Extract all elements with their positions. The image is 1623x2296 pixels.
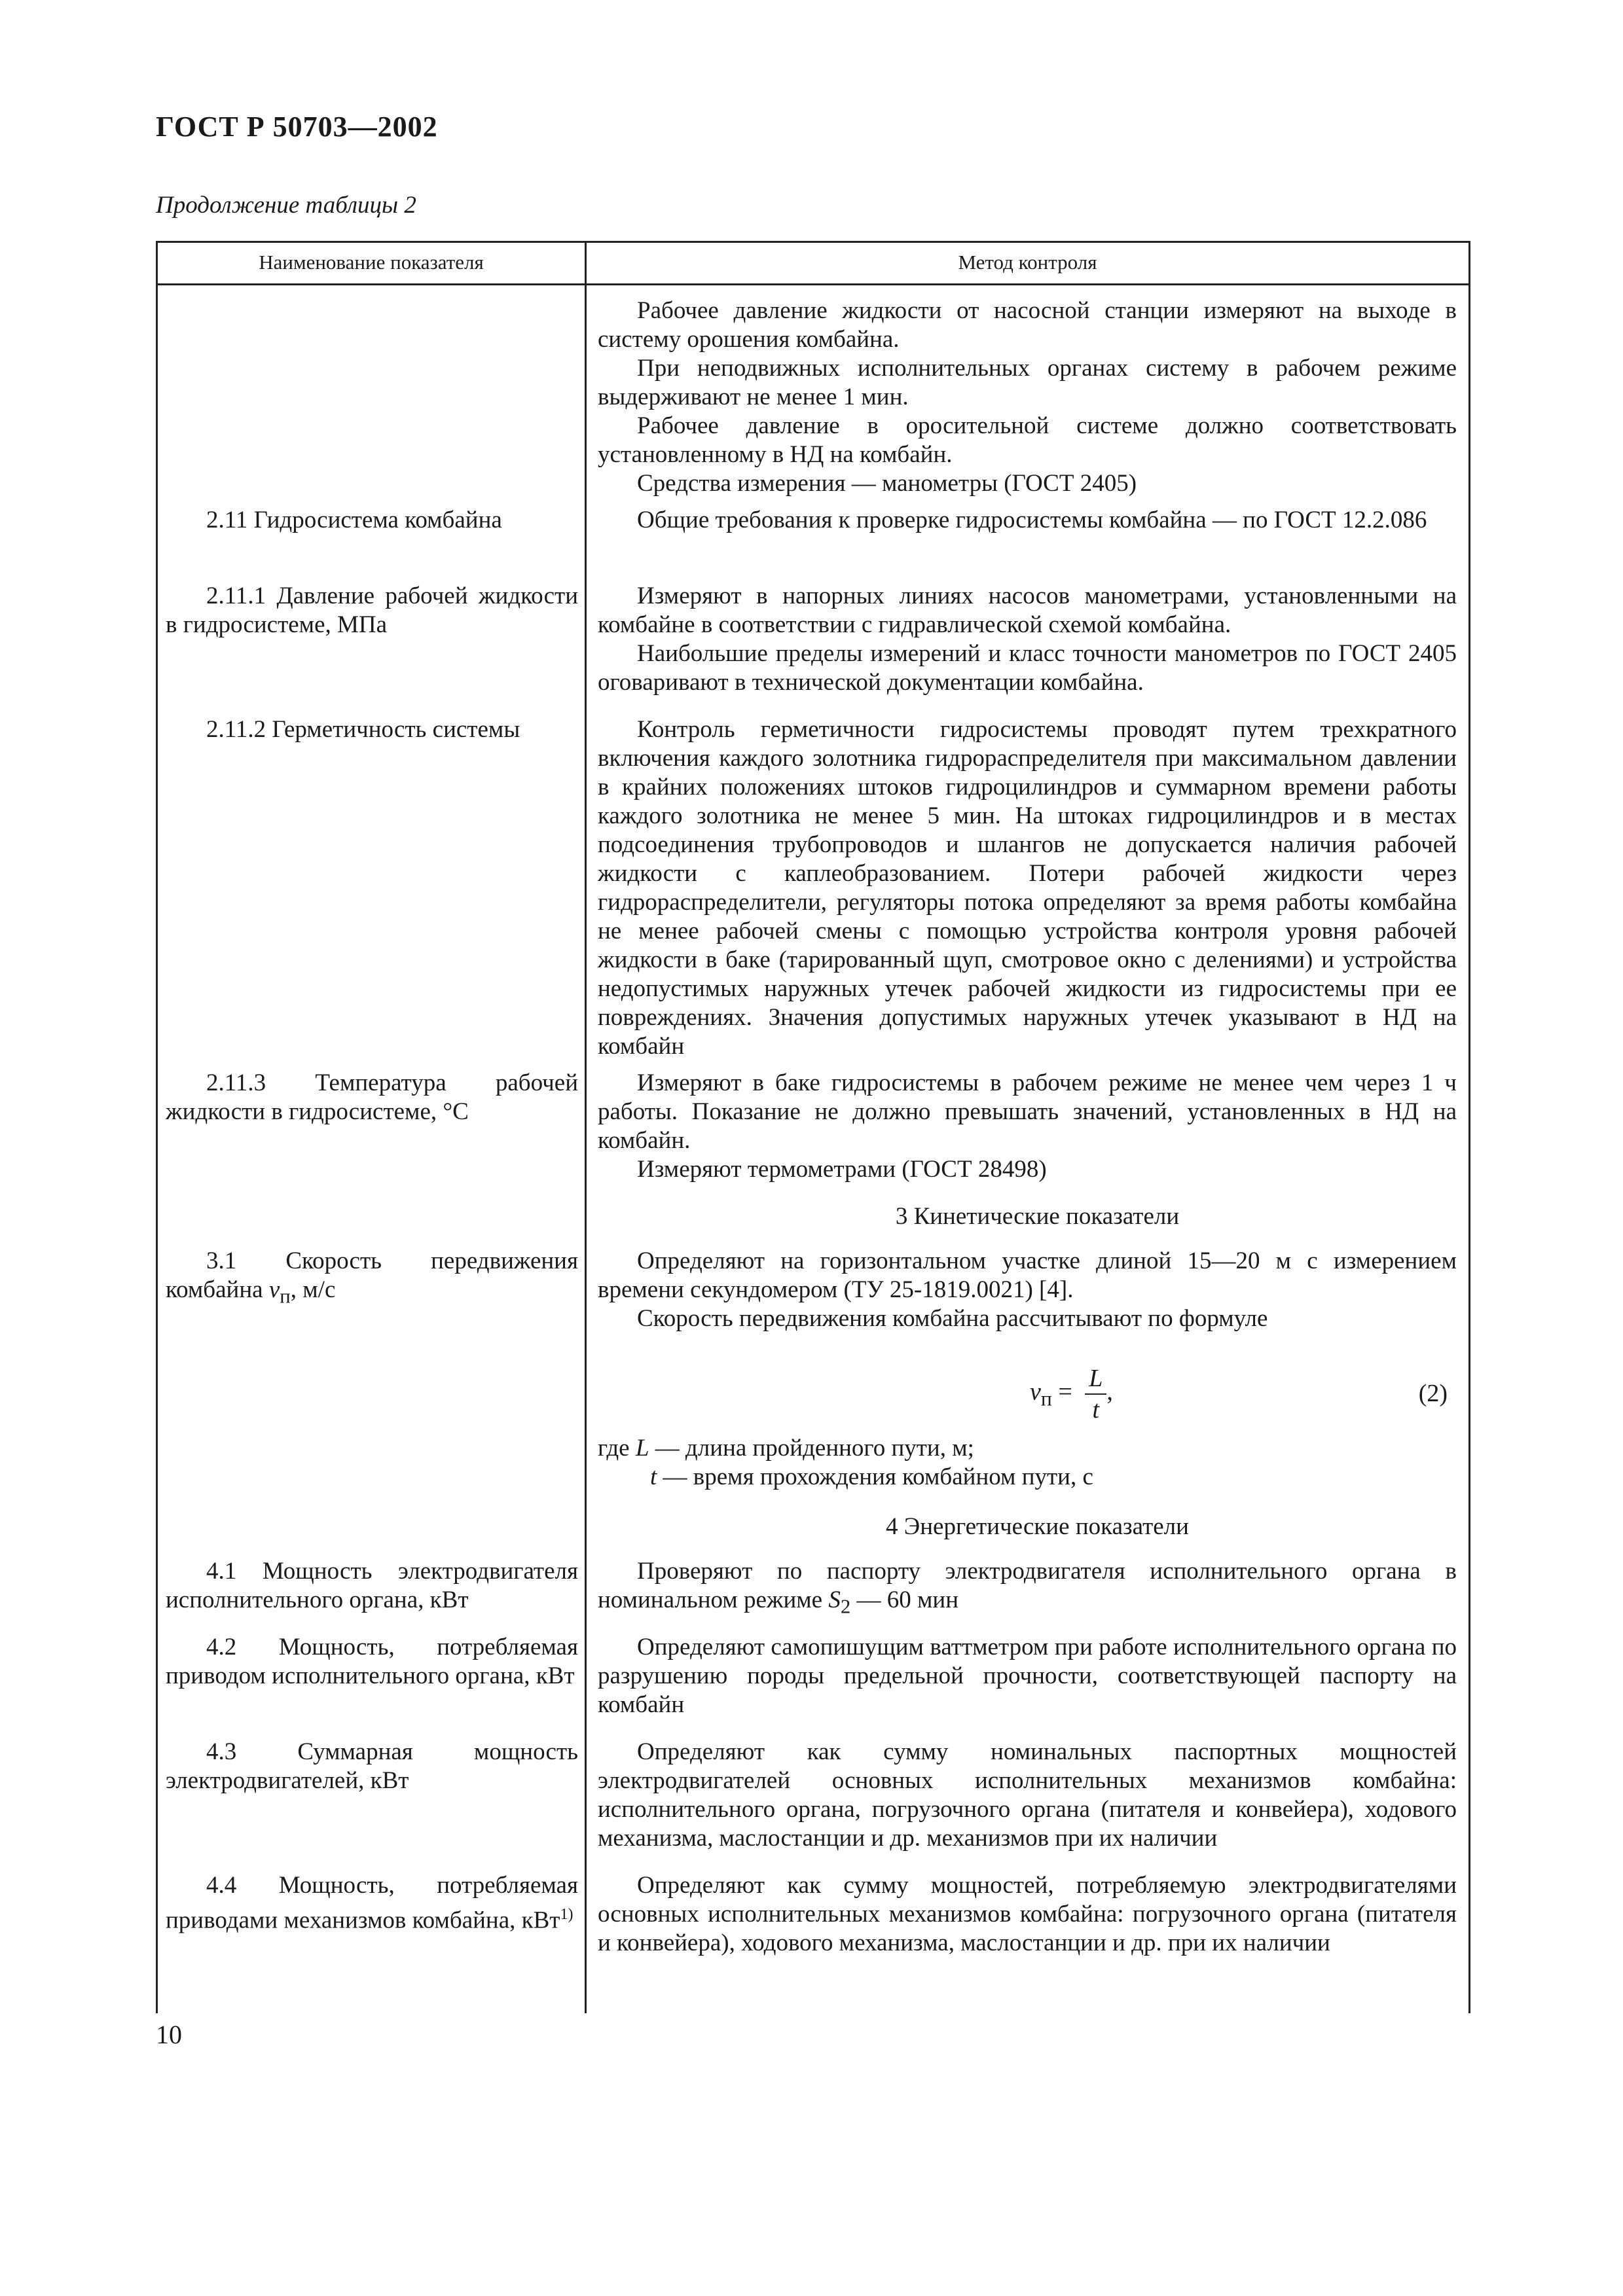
indicator-name (166, 1871, 578, 1935)
method-text: Определяют как сумму номинальных паспортных мощностей электродвигателей основных исполнительных механизмов комбайна: исполнительного органа, погрузочного органа (питателя и конвейера), ходового механизма, маслостанции и др. механизмов при их наличии (598, 1738, 1457, 1852)
table-row-method (598, 296, 1457, 498)
formula-numerator: L (1085, 1363, 1106, 1395)
method-text: Определяют самопишущим ваттметром при работе исполнительного органа по разрушению породы предельной прочности, соответствующей паспорту на комбайн (598, 1634, 1457, 1718)
formula-fraction (1085, 1363, 1106, 1425)
indicator-text-part: 4.4 Мощность, потребляемая приводами механизмов комбайна, кВт (166, 1872, 578, 1934)
legend-text: — время прохождения комбайном пути, с (657, 1463, 1093, 1490)
indicator-name (166, 1738, 578, 1795)
method-text: Контроль герметичности гидросистемы проводят путем трехкратного включения каждого золотника гидрораспределителя при максимальном давлении в крайних положениях штоков гидроцилиндров и суммарном времени работы каждого золотника не менее 5 мин. На штоках гидроцилиндров и в местах подсоединения трубопроводов и шлангов не допускается наличия рабочей жидкости с каплеобразованием. Потери рабочей жидкости через гидрораспределители, регуляторы потока определяют за время работы комбайна не менее рабочей смены с помощью устройства контроля уровня рабочей жидкости в баке (тарированный щуп, смотровое окно с делениями) и устройства недопустимых наружных утечек рабочей жидкости из гидросистемы при ее повреждениях. Значения допустимых наружных утечек указывают в НД на комбайн (598, 716, 1457, 1060)
table-row-method (598, 1738, 1457, 1853)
table-row-method (598, 1557, 1457, 1621)
method-text: Средства измерения — манометры (ГОСТ 2405) (637, 470, 1137, 497)
method-text-part: — 60 мин (850, 1587, 959, 1613)
formula-equals: = (1051, 1378, 1079, 1406)
method-text: Измеряют термометрами (ГОСТ 28498) (637, 1156, 1047, 1183)
column-header-name: Наименование показателя (259, 251, 484, 274)
document-title: ГОСТ Р 50703—2002 (156, 111, 438, 143)
footnote-marker: 1) (560, 1906, 574, 1923)
section-heading-kinetic (587, 1202, 1468, 1230)
indicator-text: 2.11 Гидросистема комбайна (206, 507, 502, 533)
indicator-text (166, 1871, 578, 1935)
table-row-method (598, 1871, 1457, 1958)
method-text: Измеряют в баке гидросистемы в рабочем режиме не менее чем через 1 ч работы. Показание не должно превышать значений, установленных в НД на комбайн. (598, 1069, 1457, 1154)
indicator-text: 2.11.3 Температура рабочей жидкости в гидросистеме, °С (166, 1069, 578, 1125)
indicator-text: 2.11.2 Герметичность системы (206, 716, 520, 743)
subscript: 2 (840, 1595, 851, 1618)
indicator-text-part: , м/с (290, 1276, 336, 1303)
legend-text: — длина пройденного пути, м; (649, 1435, 974, 1462)
indicator-name (166, 1247, 578, 1310)
method-text (598, 1557, 1457, 1621)
method-text-part: Проверяют по паспорту электродвигателя исполнительного органа в номинальном режиме (598, 1558, 1457, 1613)
method-text: Скорость передвижения комбайна рассчитывают по формуле (637, 1305, 1268, 1332)
variable-t: t (650, 1463, 657, 1490)
variable-S: S (828, 1587, 841, 1613)
formula-denominator: t (1092, 1396, 1100, 1424)
indicator-text: 4.1 Мощность электродвигателя исполнительного органа, кВт (166, 1558, 578, 1613)
table-row-method (598, 1069, 1457, 1184)
indicator-name (166, 1557, 578, 1615)
formula-number: (2) (1418, 1380, 1448, 1407)
section-heading-energy (587, 1513, 1468, 1541)
speed-formula (598, 1350, 1457, 1422)
method-text: Рабочее давление жидкости от насосной станции измеряют на выходе в систему орошения комбайна. (598, 297, 1457, 353)
variable-L: L (635, 1435, 649, 1462)
method-text: Измеряют в напорных линиях насосов манометрами, установленными на комбайне в соответствии с гидравлической схемой комбайна. (598, 583, 1457, 638)
indicator-name (166, 1069, 578, 1126)
table-row-method (598, 582, 1457, 697)
table-row-method (598, 715, 1457, 1061)
indicator-name (166, 582, 578, 639)
legend-line (598, 1463, 1457, 1492)
formula-comma: , (1106, 1378, 1113, 1406)
formula-expression (1030, 1363, 1113, 1425)
method-text: Определяют на горизонтальном участке длиной 15—20 м с измерением времени секундомером (ТУ 25-1819.0021) [4]. (598, 1247, 1457, 1303)
method-text: Определяют как сумму мощностей, потребляемую электродвигателями основных исполнительных механизмов комбайна: погрузочного органа (питателя и конвейера), ходового механизма, маслостанции и др. при их наличии (598, 1872, 1457, 1956)
column-header-method: Метод контроля (958, 251, 1097, 274)
method-text: Рабочее давление в оросительной системе должно соответствовать установленному в НД на комбайн. (598, 412, 1457, 468)
variable-v: v (268, 1276, 280, 1303)
formula-legend (598, 1434, 1457, 1492)
section-heading-text: 4 Энергетические показатели (886, 1513, 1189, 1540)
subscript: п (280, 1285, 291, 1308)
section-heading-text: 3 Кинетические показатели (895, 1203, 1180, 1230)
indicator-text: 2.11.1 Давление рабочей жидкости в гидросистеме, МПа (166, 583, 578, 638)
indicator-text: 4.2 Мощность, потребляемая приводом исполнительного органа, кВт (166, 1634, 578, 1689)
indicators-table (156, 241, 1470, 2013)
method-text: Наибольшие пределы измерений и класс точности манометров по ГОСТ 2405 оговаривают в технической документации комбайна. (598, 640, 1457, 696)
indicator-text: 4.3 Суммарная мощность электродвигателей, кВт (166, 1738, 578, 1794)
legend-line (598, 1434, 1457, 1463)
table-row-method (598, 1247, 1457, 1333)
formula-lhs-subscript: п (1040, 1387, 1052, 1410)
method-text: Общие требования к проверке гидросистемы комбайна — по ГОСТ 12.2.086 (637, 507, 1427, 533)
formula-lhs: v (1030, 1378, 1041, 1406)
table-continuation-caption: Продолжение таблицы 2 (156, 192, 416, 219)
indicator-name (166, 1633, 578, 1691)
indicator-text-part: 3.1 Скорость передвижения комбайна (166, 1247, 578, 1303)
method-text: При неподвижных исполнительных органах систему в рабочем режиме выдерживают не менее 1 мин. (598, 355, 1457, 410)
indicator-name (166, 506, 578, 535)
indicator-text (166, 1247, 578, 1310)
table-header (158, 243, 1468, 285)
indicator-name (166, 715, 578, 744)
table-row-method (598, 506, 1457, 535)
column-divider (585, 243, 587, 2013)
legend-where: где (598, 1435, 636, 1462)
table-row-method (598, 1633, 1457, 1719)
page-number: 10 (156, 2020, 182, 2049)
